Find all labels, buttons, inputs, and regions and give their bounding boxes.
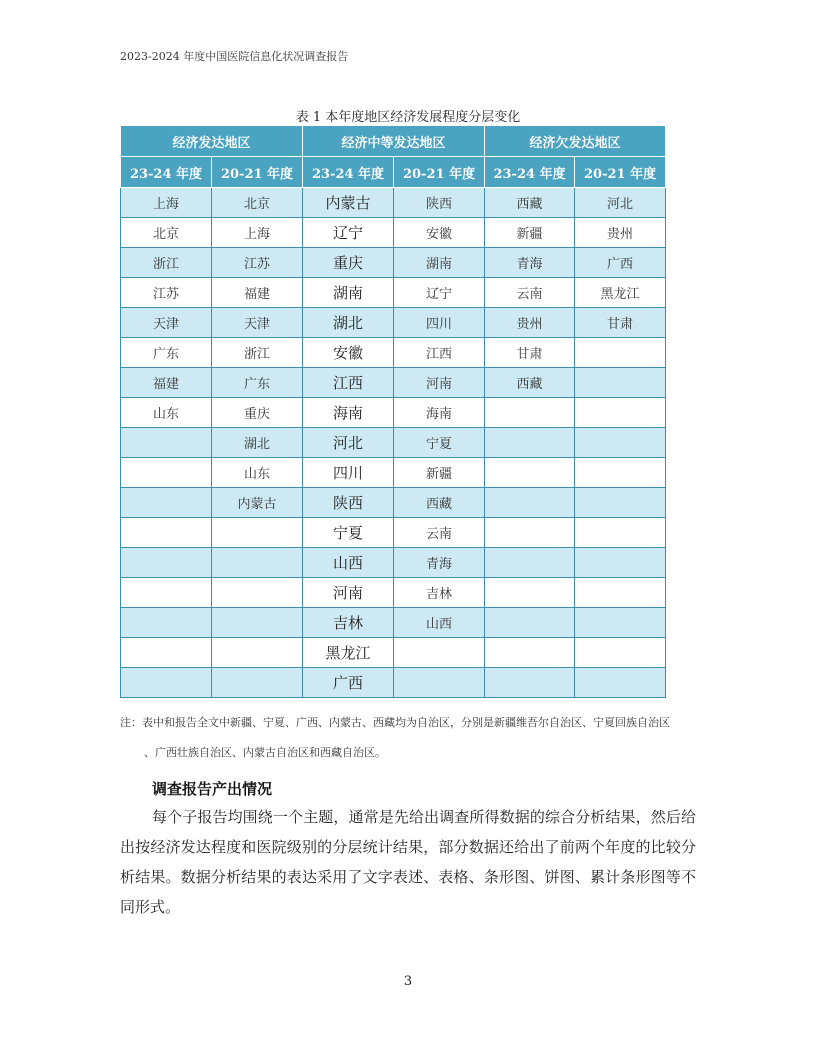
table-cell: 湖北 — [303, 308, 394, 338]
table-cell — [575, 368, 666, 398]
table-cell: 陕西 — [394, 188, 485, 218]
table-cell — [121, 638, 212, 668]
table-cell: 广东 — [121, 338, 212, 368]
table-row — [121, 668, 666, 698]
table-cell: 江苏 — [121, 278, 212, 308]
body-paragraph: 每个子报告均围绕一个主题，通常是先给出调查所得数据的综合分析结果，然后给出按经济发达程度和医院级别的分层统计结果，部分数据还给出了前两个年度的比较分析结果。数据分析结果的表达采用了文字表述、表格、条形图、饼图、累计条形图等不同形式。 — [120, 808, 696, 916]
table-cell: 河北 — [303, 428, 394, 458]
table-cell — [575, 398, 666, 428]
table-cell: 甘肃 — [485, 338, 575, 368]
table-cell: 江西 — [394, 338, 485, 368]
table-cell: 宁夏 — [303, 518, 394, 548]
table-row — [121, 578, 666, 608]
table-row — [121, 218, 666, 248]
table-cell: 安徽 — [303, 338, 394, 368]
table-cell: 山西 — [303, 548, 394, 578]
table-cell: 海南 — [394, 398, 485, 428]
table-cell: 北京 — [121, 218, 212, 248]
table-cell — [212, 578, 303, 608]
table-cell — [575, 668, 666, 698]
table-cell: 云南 — [394, 518, 485, 548]
table-cell: 吉林 — [394, 578, 485, 608]
table-cell — [575, 608, 666, 638]
table-body — [121, 188, 666, 698]
table-row — [121, 248, 666, 278]
table-cell: 新疆 — [394, 458, 485, 488]
table-cell — [394, 668, 485, 698]
table-row — [121, 368, 666, 398]
table-cell: 青海 — [394, 548, 485, 578]
table-cell: 内蒙古 — [212, 488, 303, 518]
table-cell — [212, 518, 303, 548]
table-cell: 安徽 — [394, 218, 485, 248]
table-cell: 河南 — [394, 368, 485, 398]
year-header: 20-21 年度 — [212, 157, 303, 188]
group-header-row — [121, 126, 666, 157]
table-cell: 天津 — [212, 308, 303, 338]
table-cell: 辽宁 — [394, 278, 485, 308]
section-heading: 调查报告产出情况 — [152, 780, 273, 798]
table-cell: 辽宁 — [303, 218, 394, 248]
table-cell — [485, 458, 575, 488]
table-cell: 宁夏 — [394, 428, 485, 458]
table-row — [121, 548, 666, 578]
table-cell: 重庆 — [212, 398, 303, 428]
table-cell: 海南 — [303, 398, 394, 428]
table-cell — [212, 668, 303, 698]
region-economic-tier-table — [120, 125, 666, 698]
table-cell: 贵州 — [485, 308, 575, 338]
year-header: 20-21 年度 — [394, 157, 485, 188]
table-cell — [121, 668, 212, 698]
table-cell: 西藏 — [485, 188, 575, 218]
table-cell: 福建 — [212, 278, 303, 308]
table-cell — [485, 398, 575, 428]
table-cell: 四川 — [303, 458, 394, 488]
table-row — [121, 458, 666, 488]
table-cell: 江西 — [303, 368, 394, 398]
table-cell: 天津 — [121, 308, 212, 338]
group-header-moderate: 经济中等发达地区 — [303, 126, 485, 157]
year-header-row — [121, 157, 666, 188]
table-cell: 河南 — [303, 578, 394, 608]
table-cell — [575, 578, 666, 608]
table-cell — [121, 518, 212, 548]
year-header: 23-24 年度 — [303, 157, 394, 188]
table-row — [121, 278, 666, 308]
table-cell — [575, 638, 666, 668]
table-cell — [485, 488, 575, 518]
table-cell — [121, 608, 212, 638]
table-cell: 福建 — [121, 368, 212, 398]
table-cell — [485, 518, 575, 548]
page-number: 3 — [403, 974, 413, 989]
table-cell: 上海 — [212, 218, 303, 248]
table-cell — [485, 548, 575, 578]
table-cell — [485, 578, 575, 608]
table-cell: 上海 — [121, 188, 212, 218]
table-cell — [485, 608, 575, 638]
table-cell: 广西 — [575, 248, 666, 278]
table-cell: 西藏 — [485, 368, 575, 398]
table-cell — [212, 638, 303, 668]
table-cell — [575, 458, 666, 488]
group-header-developed: 经济发达地区 — [121, 126, 303, 157]
table-cell: 山东 — [121, 398, 212, 428]
table-cell — [485, 428, 575, 458]
table-cell: 浙江 — [212, 338, 303, 368]
table-cell: 河北 — [575, 188, 666, 218]
year-header: 23-24 年度 — [485, 157, 575, 188]
table-cell — [485, 668, 575, 698]
table-row — [121, 188, 666, 218]
table-cell: 贵州 — [575, 218, 666, 248]
table-caption: 表 1 本年度地区经济发展程度分层变化 — [295, 110, 521, 125]
table-row — [121, 488, 666, 518]
table-row — [121, 638, 666, 668]
table-row — [121, 398, 666, 428]
table-cell: 陕西 — [303, 488, 394, 518]
table-cell: 黑龙江 — [575, 278, 666, 308]
table-cell: 湖南 — [394, 248, 485, 278]
running-header: 2023-2024 年度中国医院信息化状况调查报告 — [120, 50, 349, 63]
table-cell — [121, 428, 212, 458]
year-header: 23-24 年度 — [121, 157, 212, 188]
table-cell — [575, 338, 666, 368]
table-cell: 吉林 — [303, 608, 394, 638]
table-cell — [121, 488, 212, 518]
table-cell — [121, 458, 212, 488]
table-cell: 四川 — [394, 308, 485, 338]
table-cell: 广西 — [303, 668, 394, 698]
table-row — [121, 308, 666, 338]
table-cell — [485, 638, 575, 668]
group-header-underdeveloped: 经济欠发达地区 — [485, 126, 666, 157]
table-cell: 重庆 — [303, 248, 394, 278]
table-cell: 山西 — [394, 608, 485, 638]
table-cell: 黑龙江 — [303, 638, 394, 668]
table-cell: 湖南 — [303, 278, 394, 308]
table-cell: 山东 — [212, 458, 303, 488]
table-cell — [212, 608, 303, 638]
table-cell: 新疆 — [485, 218, 575, 248]
note-line: 、广西壮族自治区、内蒙古自治区和西藏自治区。 — [144, 746, 386, 759]
table-cell — [575, 428, 666, 458]
table-cell: 云南 — [485, 278, 575, 308]
table-cell: 湖北 — [212, 428, 303, 458]
table-cell — [212, 548, 303, 578]
note-line: 注：表中和报告全文中新疆、宁夏、广西、内蒙古、西藏均为自治区，分别是新疆维吾尔自治区、宁夏回族自治区 — [120, 716, 670, 729]
table-note — [120, 708, 700, 768]
table-cell — [121, 578, 212, 608]
table-cell: 广东 — [212, 368, 303, 398]
table-cell: 江苏 — [212, 248, 303, 278]
year-header: 20-21 年度 — [575, 157, 666, 188]
table-row — [121, 428, 666, 458]
table-row — [121, 338, 666, 368]
table-cell — [394, 638, 485, 668]
table-row — [121, 608, 666, 638]
table-cell: 青海 — [485, 248, 575, 278]
table-cell: 西藏 — [394, 488, 485, 518]
table-cell — [575, 548, 666, 578]
table-cell — [575, 488, 666, 518]
table-cell: 内蒙古 — [303, 188, 394, 218]
table-cell: 浙江 — [121, 248, 212, 278]
table-cell — [575, 518, 666, 548]
table-row — [121, 518, 666, 548]
table-cell — [121, 548, 212, 578]
table-cell: 甘肃 — [575, 308, 666, 338]
table-cell: 北京 — [212, 188, 303, 218]
